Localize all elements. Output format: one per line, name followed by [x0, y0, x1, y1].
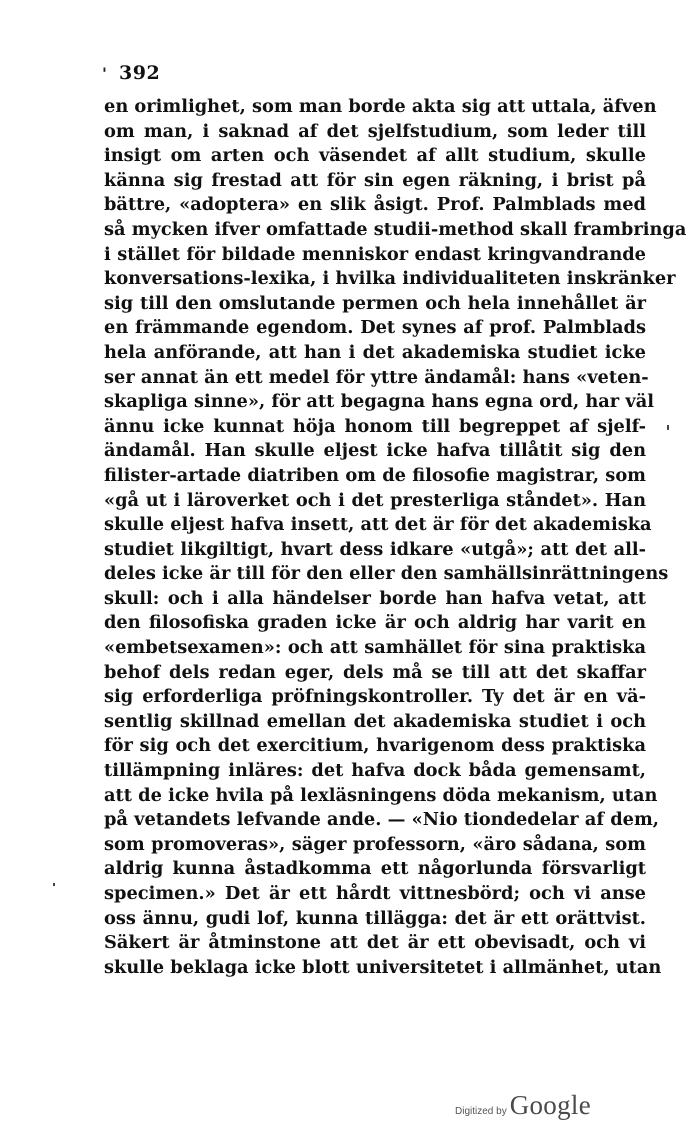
text-line: aldrig kunna åstadkomma ett någorlunda försvarligt [104, 858, 646, 880]
text-line: «embetsexamen»: och att samhället för sina praktiska [104, 637, 646, 659]
text-line: en främmande egendom. Det synes af prof. Palmblads [104, 317, 646, 339]
text-line: en orimlighet, som man borde akta sig att uttala, äfven [104, 96, 657, 117]
text-line: skulle eljest hafva insett, att det är för det akademiska [104, 514, 652, 536]
text-line: oss ännu, gudi lof, kunna tillägga: det är ett orättvist. [104, 907, 646, 929]
text-line: så mycken ifver omfattade studii-method skall frambringa [104, 218, 687, 240]
margin-speck [667, 425, 669, 430]
text-line: ännu icke kunnat höja honom till begreppet af sjelf- [104, 415, 646, 437]
text-line: på vetandets lefvande ande. — «Nio tiondedelar af dem, [104, 809, 659, 831]
text-line: studiet likgiltigt, hvart dess idkare «utgå»; att det all- [104, 538, 646, 560]
text-line: hela anförande, att han i det akademiska studiet icke [104, 341, 646, 363]
text-line: insigt om arten och väsendet af allt studium, skulle [104, 145, 646, 167]
text-line: skull: och i alla händelser borde han hafva vetat, att [104, 587, 646, 609]
text-line: sig erforderliga pröfningskontroller. Ty det är en vä- [104, 686, 646, 708]
text-line: behof dels redan eger, dels må se till att det skaffar [104, 661, 646, 683]
text-line: skapliga sinne», för att begagna hans egna ord, har väl [104, 391, 654, 413]
google-logo: Google [509, 1090, 591, 1120]
text-line: konversations-lexika, i hvilka individualiteten inskränker [104, 268, 676, 290]
text-line: i stället för bildade menniskor endast kringvandrande [104, 243, 646, 265]
text-line: Säkert är åtminstone att det är ett obevisadt, och vi [104, 932, 646, 954]
text-line: «gå ut i läroverket och i det presterliga ståndet». Han [104, 489, 646, 511]
text-line: bättre, «adoptera» en slik åsigt. Prof. Palmblads med [104, 194, 646, 216]
body-text [104, 95, 687, 980]
text-line: sig till den omslutande permen och hela innehållet är [104, 292, 646, 314]
text-line: att de icke hvila på lexläsningens döda mekanism, utan [104, 784, 658, 806]
page-mark: ' [102, 64, 107, 83]
text-line: den filosofiska graden icke är och aldrig har varit en [104, 612, 646, 634]
digitized-label: Digitized by [455, 1106, 507, 1117]
text-line: deles icke är till för den eller den samhällsinrättningens [104, 563, 669, 585]
text-line: känna sig frestad att för sin egen räkning, i brist på [104, 169, 646, 191]
text-line: sentlig skillnad emellan det akademiska studiet i och [104, 710, 646, 732]
text-line: specimen.» Det är ett hårdt vittnesbörd; och vi anse [104, 883, 646, 904]
text-line: om man, i saknad af det sjelfstudium, som leder till [104, 120, 646, 142]
text-line: skulle beklaga icke blott universitetet i allmänhet, utan [104, 956, 662, 978]
text-line: tillämpning inläres: det hafva dock båda gemensamt, [104, 760, 646, 782]
digitized-footer [455, 1090, 591, 1121]
page-number: 392 [119, 62, 161, 84]
text-line: ändamål. Han skulle eljest icke hafva tillåtit sig den [104, 440, 646, 462]
margin-speck [53, 883, 55, 886]
text-line: för sig och det exercitium, hvarigenom dess praktiska [104, 735, 646, 757]
text-line: som promoveras», säger professorn, «äro sådana, som [104, 833, 646, 855]
text-line: filister-artade diatriben om de filosofie magistrar, som [104, 464, 646, 486]
text-line: ser annat än ett medel för yttre ändamål: hans «veten- [104, 366, 649, 388]
